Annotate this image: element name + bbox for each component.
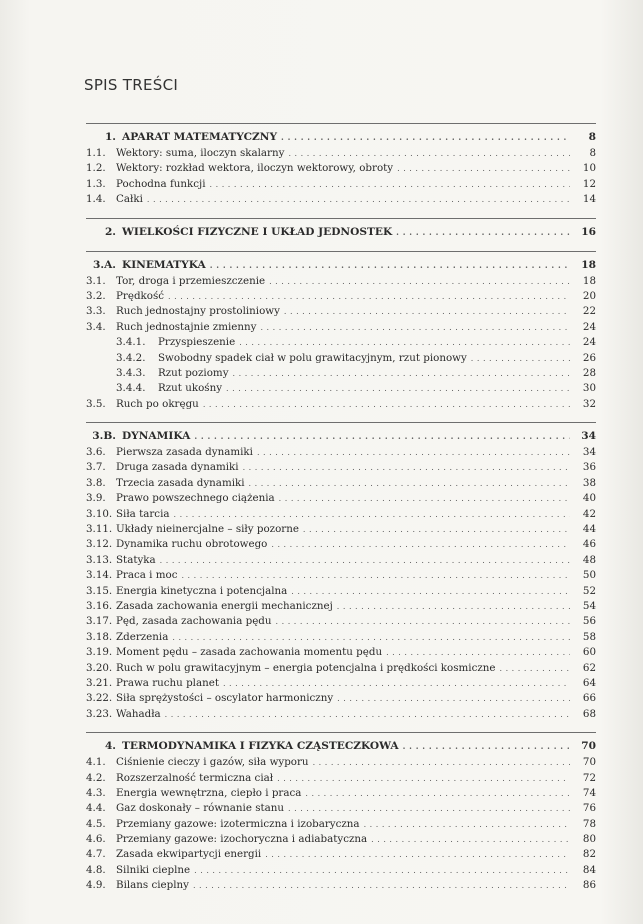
entry-number: 4.6. [86,833,106,846]
entry-number: 3.6. [86,446,106,459]
entry-page-number: 76 [582,802,596,815]
entry-title: Rzut ukośny [158,382,223,395]
toc-chapter-heading[interactable] [86,256,596,274]
dot-leader [174,507,571,522]
entry-page-number: 26 [582,351,596,364]
dot-leader [386,645,570,660]
section-divider [86,732,596,733]
entry-title: Zasada ekwipartycji energii [116,848,262,861]
entry-page-number: 14 [582,193,596,206]
toc-subentry[interactable] [86,335,596,350]
entry-number: 1.4. [86,193,106,206]
entry-title: APARAT MATEMATYCZNY [122,131,278,143]
toc-section [86,123,596,208]
entry-title: Ruch w polu grawitacyjnym – energia potencjalna i prędkości kosmiczne [116,661,496,674]
entry-page-number: 78 [582,817,596,830]
entry-number: 3.4.2. [116,351,146,364]
entry-title: Zderzenia [116,630,169,643]
entry-number: 3.13. [86,553,113,566]
toc-section [86,218,596,241]
entry-title: Rzut poziomy [158,366,229,379]
entry-page-number: 22 [582,305,596,318]
entry-title: Wahadła [116,707,161,720]
toc-entry[interactable] [86,397,596,412]
entry-page-number: 86 [582,879,596,892]
dot-leader [147,192,570,207]
toc-entry[interactable] [86,661,596,676]
toc-entry[interactable] [86,460,596,475]
dot-leader [313,755,570,770]
entry-title: Przemiany gazowe: izotermiczna i izobaryczna [116,817,360,830]
entry-title: Praca i moc [116,569,178,582]
dot-leader [210,256,570,274]
entry-page-number: 18 [581,258,596,271]
entry-page-number: 46 [582,538,596,551]
entry-page-number: 74 [582,786,596,799]
dot-leader [265,847,570,862]
entry-title: Moment pędu – zasada zachowania momentu pędu [116,646,383,659]
dot-leader [269,274,570,289]
entry-number: 3.7. [86,461,106,474]
dot-leader [239,335,570,350]
entry-page-number: 60 [582,646,596,659]
dot-leader [210,177,570,192]
toc-entry[interactable] [86,146,596,161]
entry-page-number: 18 [582,274,596,287]
entry-number: 1. [104,131,116,143]
page-title: SPIS TREŚCI [84,76,179,94]
toc-entry[interactable] [86,445,596,460]
entry-title: Prędkość [116,289,165,302]
dot-leader [271,537,570,552]
entry-number: 3.A. [93,258,116,271]
entry-title: Układy nieinercjalne – siły pozorne [116,523,299,536]
dot-leader [181,568,570,583]
toc-entry[interactable] [86,553,596,568]
entry-number: 3.17. [86,615,113,628]
section-divider [86,123,596,124]
entry-page-number: 58 [582,630,596,643]
toc-entry[interactable] [86,786,596,801]
dot-leader [276,614,570,629]
toc-entry[interactable] [86,832,596,847]
entry-title: WIELKOŚCI FIZYCZNE I UKŁAD JEDNOSTEK [122,225,393,238]
toc-entry[interactable] [86,707,596,722]
entry-page-number: 10 [582,162,596,175]
entry-title: Wektory: rozkład wektora, iloczyn wektorowy, obroty [116,162,394,175]
entry-title: Energia wewnętrzna, ciepło i praca [116,786,302,799]
entry-number: 3.8. [86,476,106,489]
entry-page-number: 66 [582,692,596,705]
toc-entry[interactable] [86,801,596,816]
entry-page-number: 50 [582,569,596,582]
entry-title: Całki [116,193,143,206]
entry-page-number: 44 [582,523,596,536]
dot-leader [303,522,570,537]
section-divider [86,218,596,219]
entry-number: 3.4.1. [116,336,146,349]
dot-leader [194,427,570,445]
dot-leader [260,320,570,335]
entry-number: 4.1. [86,756,106,769]
dot-leader [226,381,570,396]
entry-number: 3.3. [86,305,106,318]
dot-leader [223,676,570,691]
toc-subentry[interactable] [86,381,596,396]
entry-page-number: 82 [582,848,596,861]
toc-entry[interactable] [86,847,596,862]
toc-section [86,732,596,894]
dot-leader [471,351,570,366]
entry-title: Prawo powszechnego ciążenia [116,492,275,505]
dot-leader [243,460,570,475]
toc-entry[interactable] [86,522,596,537]
entry-page-number: 48 [582,553,596,566]
entry-number: 3.2. [86,289,106,302]
dot-leader [288,146,570,161]
toc-entry[interactable] [86,491,596,506]
entry-title: Pochodna funkcji [116,177,206,190]
entry-title: Ruch jednostajnie zmienny [116,320,257,333]
entry-title: Prawa ruchu planet [116,676,219,689]
entry-page-number: 32 [582,397,596,410]
entry-number: 3.23. [86,707,113,720]
toc-entry[interactable] [86,320,596,335]
entry-title: DYNAMIKA [122,430,191,443]
entry-title: Wektory: suma, iloczyn skalarny [116,147,285,159]
entry-number: 3.18. [86,630,113,643]
entry-page-number: 54 [582,599,596,612]
entry-title: Przemiany gazowe: izochoryczna i adiabatyczna [116,833,368,846]
entry-number: 4.9. [86,879,106,892]
toc-entry[interactable] [86,771,596,786]
toc-chapter-heading[interactable] [86,223,596,241]
dot-leader [233,366,570,381]
toc-chapter-heading[interactable] [86,128,596,146]
toc-entry[interactable] [86,177,596,192]
entry-title: Pierwsza zasada dynamiki [116,446,253,459]
toc-entry[interactable] [86,289,596,304]
entry-number: 3.4.3. [116,366,146,379]
dot-leader [364,817,570,832]
entry-page-number: 20 [582,289,596,302]
toc-section [86,422,596,722]
entry-title: Przyspieszenie [158,336,236,349]
entry-page-number: 24 [582,320,596,333]
dot-leader [172,630,570,645]
entry-number: 3.14. [86,569,113,582]
toc-entry[interactable] [86,755,596,770]
entry-page-number: 70 [582,756,596,769]
toc-entry[interactable] [86,192,596,207]
dot-leader [403,737,570,755]
entry-number: 3.9. [86,492,106,505]
dot-leader [337,599,570,614]
dot-leader [500,661,571,676]
dot-leader [279,491,570,506]
entry-number: 1.2. [86,162,106,175]
toc-entry[interactable] [86,507,596,522]
entry-number: 2. [104,225,116,238]
entry-title: Ruch jednostajny prostoliniowy [116,305,280,318]
entry-title: Druga zasada dynamiki [116,461,239,474]
entry-title: Trzecia zasada dynamiki [116,476,245,489]
dot-leader [203,397,570,412]
toc-entry[interactable] [86,304,596,319]
dot-leader [288,801,570,816]
dot-leader [284,304,570,319]
entry-page-number: 70 [581,740,596,753]
entry-number: 4.2. [86,771,106,784]
entry-number: 4.5. [86,817,106,830]
toc-section [86,251,596,413]
dot-leader [160,553,570,568]
entry-number: 3.20. [86,661,113,674]
toc-subentry[interactable] [86,351,596,366]
table-of-contents [86,123,596,904]
entry-page-number: 52 [582,584,596,597]
entry-title: Siła tarcia [116,507,170,520]
entry-title: Ciśnienie cieczy i gazów, siła wyporu [116,756,309,769]
entry-title: Tor, droga i przemieszczenie [116,274,266,287]
entry-page-number: 34 [582,446,596,459]
dot-leader [397,161,570,176]
entry-number: 3.B. [92,430,116,443]
section-divider [86,422,596,423]
entry-title: Pęd, zasada zachowania pędu [116,615,272,628]
entry-number: 1.3. [86,177,106,190]
entry-number: 3.1. [86,274,106,287]
toc-entry[interactable] [86,584,596,599]
entry-page-number: 30 [582,382,596,395]
dot-leader [257,445,570,460]
entry-number: 4. [104,740,116,753]
toc-entry[interactable] [86,645,596,660]
entry-number: 3.22. [86,692,113,705]
entry-page-number: 40 [582,492,596,505]
toc-chapter-heading[interactable] [86,737,596,755]
entry-page-number: 12 [582,177,596,190]
entry-page-number: 62 [582,661,596,674]
entry-number: 4.8. [86,863,106,876]
dot-leader [165,707,570,722]
dot-leader [291,584,570,599]
entry-page-number: 56 [582,615,596,628]
dot-leader [305,786,570,801]
dot-leader [277,771,570,786]
toc-entry[interactable] [86,161,596,176]
entry-page-number: 84 [582,863,596,876]
section-divider [86,251,596,252]
dot-leader [168,289,570,304]
entry-number: 3.4.4. [116,382,146,395]
entry-title: Ruch po okręgu [116,397,199,410]
entry-title: Gaz doskonały – równanie stanu [116,802,285,815]
dot-leader [193,878,570,893]
entry-page-number: 42 [582,507,596,520]
toc-entry[interactable] [86,274,596,289]
entry-title: Energia kinetyczna i potencjalna [116,584,288,597]
toc-entry[interactable] [86,878,596,893]
entry-page-number: 80 [582,833,596,846]
toc-entry[interactable] [86,568,596,583]
entry-title: Silniki cieplne [116,863,191,876]
entry-page-number: 8 [589,147,596,159]
toc-entry[interactable] [86,599,596,614]
toc-entry[interactable] [86,537,596,552]
entry-title: Rozszerzalność termiczna ciał [116,771,274,784]
entry-number: 3.11. [86,523,113,536]
entry-page-number: 72 [582,771,596,784]
toc-entry[interactable] [86,676,596,691]
entry-number: 3.19. [86,646,113,659]
toc-entry[interactable] [86,863,596,878]
entry-page-number: 36 [582,461,596,474]
entry-number: 3.16. [86,599,113,612]
dot-leader [337,691,570,706]
entry-number: 1.1. [86,147,106,159]
dot-leader [396,223,570,241]
toc-entry[interactable] [86,614,596,629]
toc-entry[interactable] [86,630,596,645]
entry-page-number: 68 [582,707,596,720]
entry-page-number: 64 [582,676,596,689]
entry-title: Bilans cieplny [116,879,189,892]
entry-number: 3.10. [86,507,113,520]
entry-page-number: 8 [588,131,596,143]
toc-chapter-heading[interactable] [86,427,596,445]
entry-number: 3.21. [86,676,113,689]
entry-page-number: 16 [581,225,596,238]
entry-number: 3.5. [86,397,106,410]
entry-page-number: 38 [582,476,596,489]
entry-number: 3.12. [86,538,113,551]
entry-title: Zasada zachowania energii mechanicznej [116,599,333,612]
entry-number: 4.4. [86,802,106,815]
entry-title: KINEMATYKA [122,258,206,271]
entry-title: Statyka [116,553,156,566]
entry-number: 3.15. [86,584,113,597]
entry-page-number: 28 [582,366,596,379]
entry-title: Siła sprężystości – oscylator harmoniczny [116,692,334,705]
entry-number: 4.3. [86,786,106,799]
entry-number: 3.4. [86,320,106,333]
entry-title: Swobodny spadek ciał w polu grawitacyjnym, rzut pionowy [158,351,467,364]
entry-title: Dynamika ruchu obrotowego [116,538,268,551]
toc-entry[interactable] [86,817,596,832]
dot-leader [371,832,570,847]
entry-number: 4.7. [86,848,106,861]
entry-page-number: 24 [582,336,596,349]
entry-title: TERMODYNAMIKA I FIZYKA CZĄSTECZKOWA [122,740,399,753]
toc-entry[interactable] [86,476,596,491]
entry-page-number: 34 [581,430,596,443]
dot-leader [194,863,570,878]
dot-leader [281,128,570,146]
toc-entry[interactable] [86,691,596,706]
toc-subentry[interactable] [86,366,596,381]
dot-leader [249,476,570,491]
